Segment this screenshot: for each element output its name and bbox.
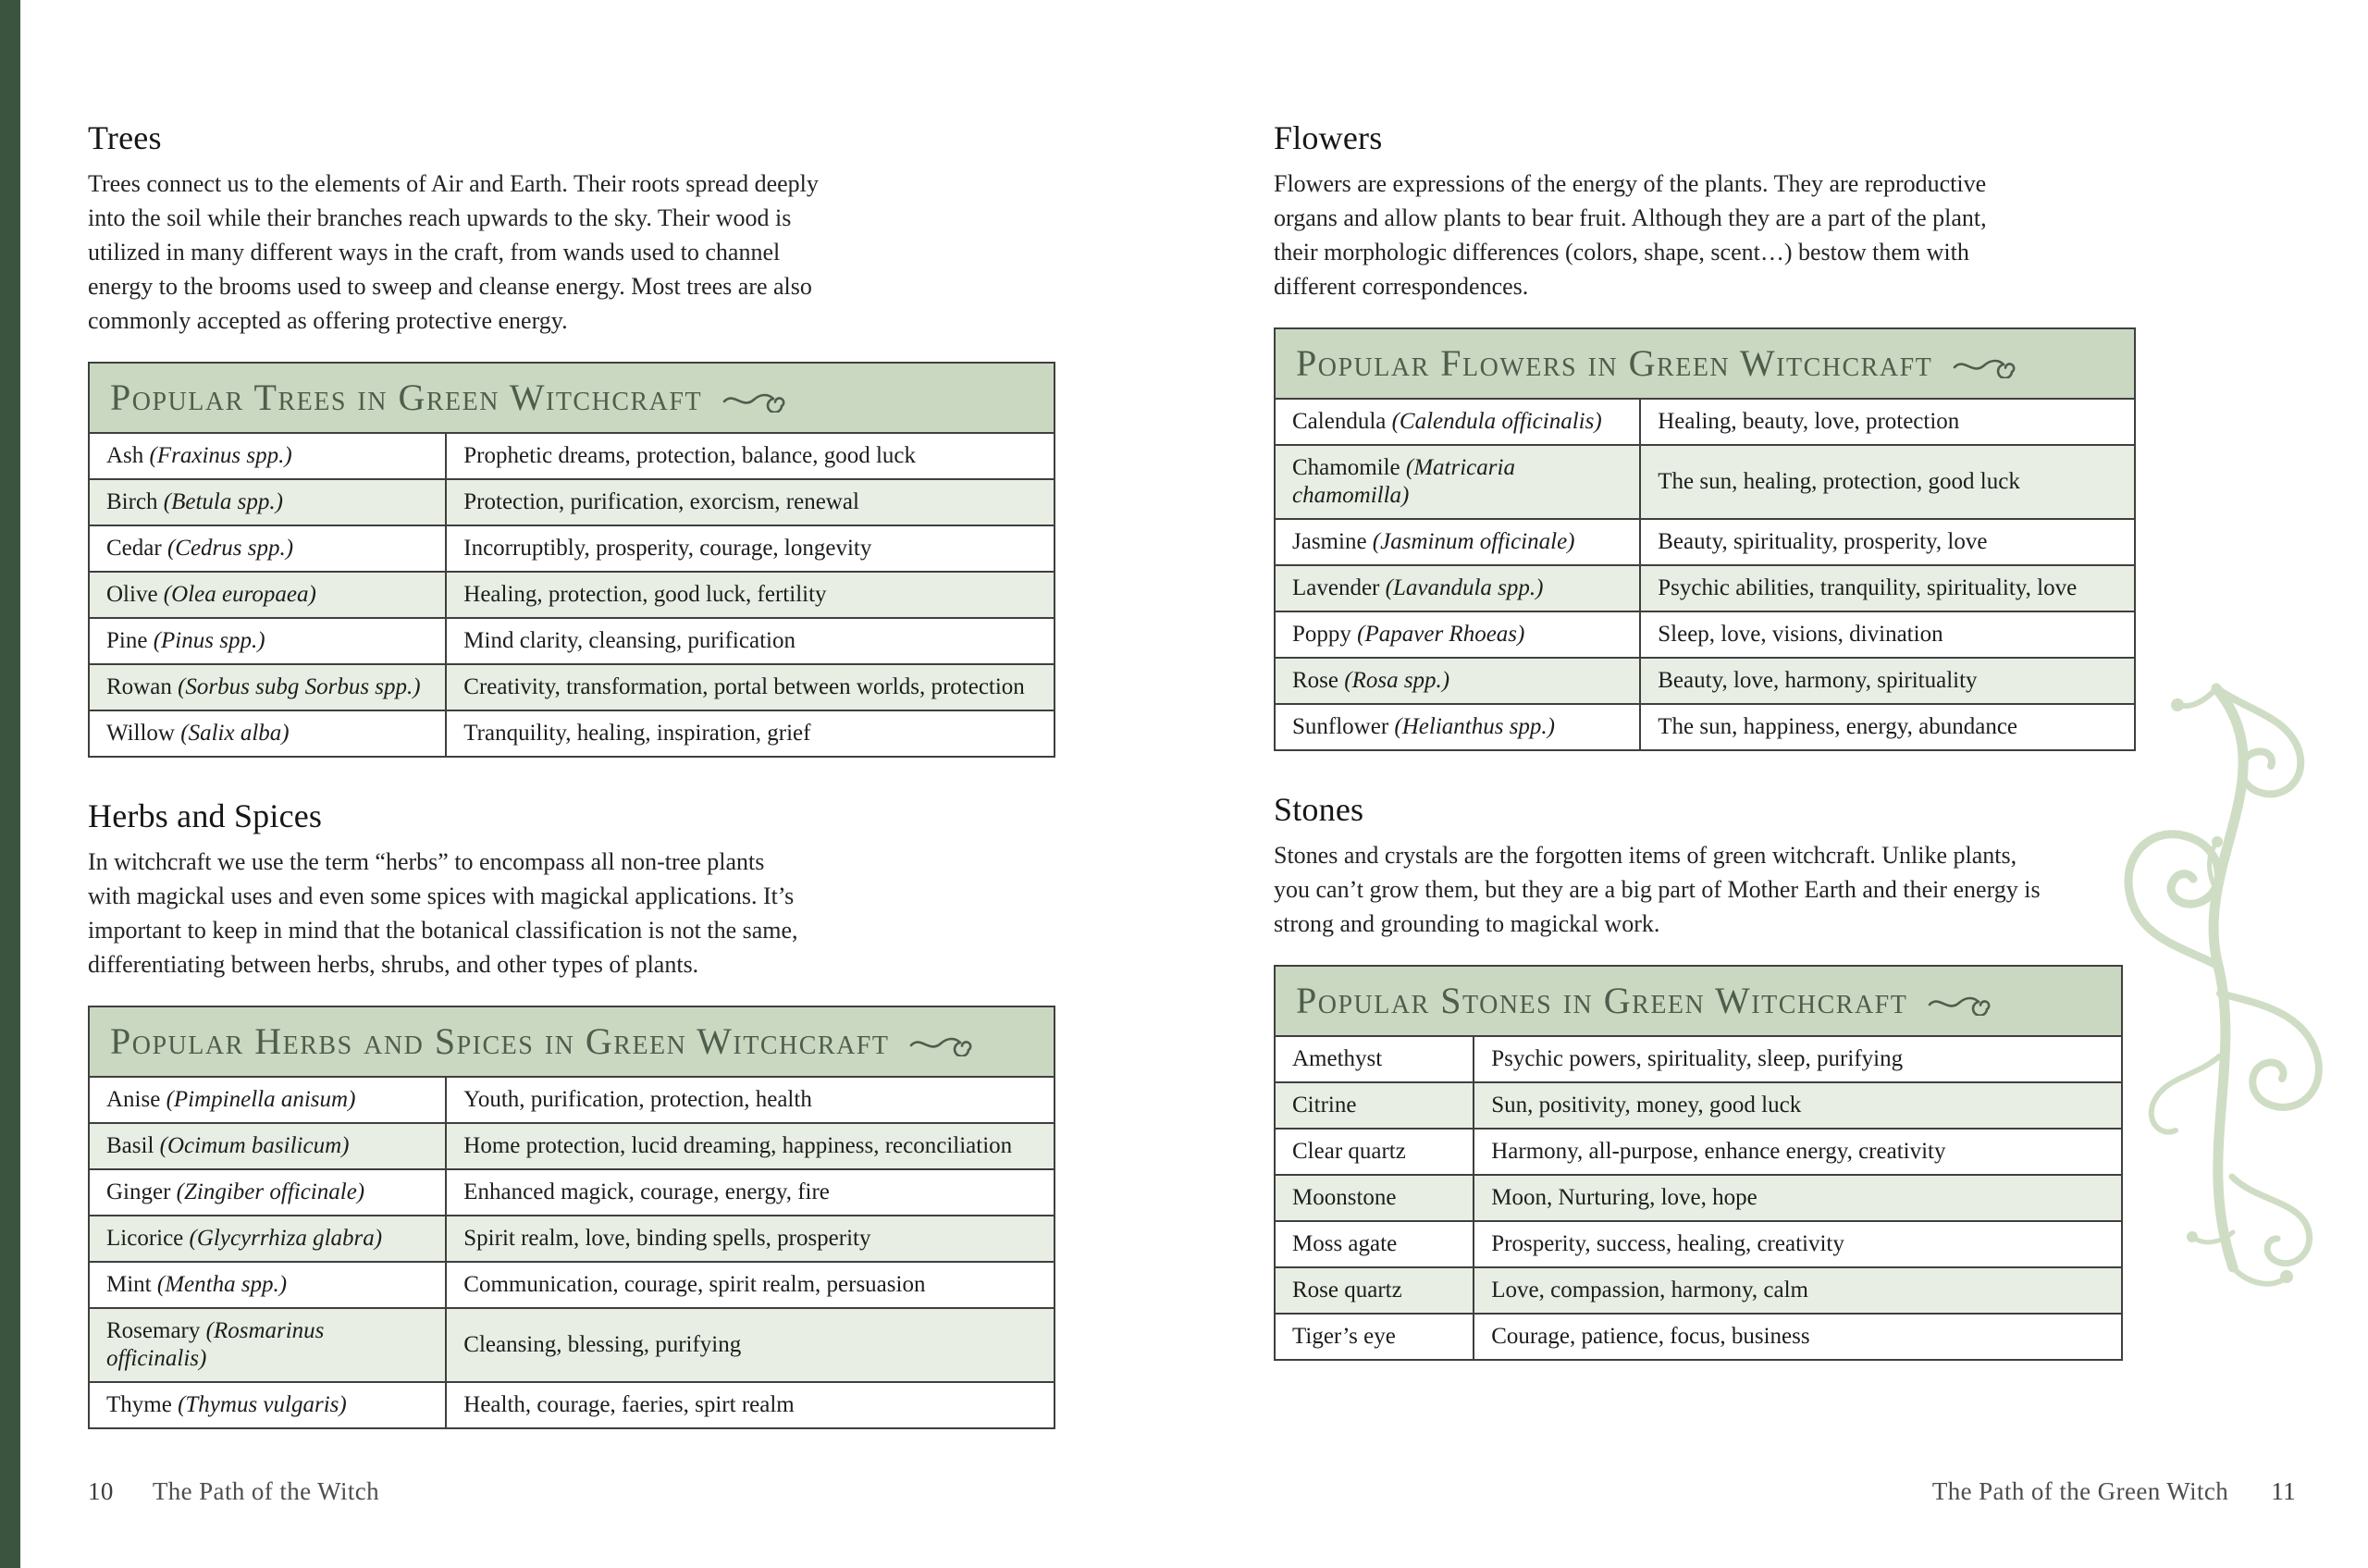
plant-name-cell: Ash (Fraxinus spp.) — [89, 433, 446, 479]
table-row — [1275, 611, 2135, 658]
properties-cell: Healing, beauty, love, protection — [1640, 399, 2135, 445]
table-row — [1275, 658, 2135, 704]
trees-table — [88, 362, 1055, 758]
plant-name-cell: Birch (Betula spp.) — [89, 479, 446, 525]
table-row — [1275, 1175, 2122, 1221]
table-row — [89, 710, 1054, 757]
properties-cell: Tranquility, healing, inspiration, grief — [446, 710, 1054, 757]
flourish-icon — [722, 389, 791, 413]
table-row — [1275, 1082, 2122, 1129]
plant-name-cell: Basil (Ocimum basilicum) — [89, 1123, 446, 1169]
table-row — [1275, 1036, 2122, 1082]
trees-table-title: Popular Trees in Green Witchcraft — [110, 377, 703, 418]
plant-name-cell: Cedar (Cedrus spp.) — [89, 525, 446, 572]
stone-name-cell: Moonstone — [1275, 1175, 1474, 1221]
flowers-table — [1274, 327, 2136, 751]
table-row — [89, 479, 1054, 525]
page-number: 10 — [88, 1477, 114, 1505]
plant-name-cell: Rose (Rosa spp.) — [1275, 658, 1640, 704]
plant-name-cell: Calendula (Calendula officinalis) — [1275, 399, 1640, 445]
table-row — [1275, 399, 2135, 445]
stones-paragraph: Stones and crystals are the forgotten items of green witchcraft. Unlike plants, you can’t grow them, but they are a big part of Mother Earth and their energy is strong and grounding to magickal work. — [1274, 842, 2041, 937]
table-row — [1275, 1267, 2122, 1314]
plant-name-cell: Jasmine (Jasminum officinale) — [1275, 519, 1640, 565]
herbs-paragraph: In witchcraft we use the term “herbs” to encompass all non-tree plants with magickal uses and even some spices with magickal applications. It’s important to keep in mind that the botanical classification is not the same, differentiating between herbs, shrubs, and other types of plants. — [88, 848, 798, 978]
properties-cell: Prosperity, success, healing, creativity — [1474, 1221, 2122, 1267]
properties-cell: Spirit realm, love, binding spells, prosperity — [446, 1216, 1054, 1262]
table-row — [1275, 1129, 2122, 1175]
table-row — [89, 572, 1054, 618]
plant-name-cell: Mint (Mentha spp.) — [89, 1262, 446, 1308]
stones-table-title: Popular Stones in Green Witchcraft — [1296, 980, 1908, 1021]
stone-name-cell: Rose quartz — [1275, 1267, 1474, 1314]
herbs-heading: Herbs and Spices — [88, 797, 323, 834]
properties-cell: Youth, purification, protection, health — [446, 1077, 1054, 1123]
table-title-row — [1275, 328, 2135, 399]
plant-name-cell: Rosemary (Rosmarinus officinalis) — [89, 1308, 446, 1382]
plant-name-cell: Sunflower (Helianthus spp.) — [1275, 704, 1640, 750]
stones-heading: Stones — [1274, 791, 1364, 828]
properties-cell: Beauty, love, harmony, spirituality — [1640, 658, 2135, 704]
vine-scroll-ornament — [2107, 659, 2368, 1306]
plant-name-cell: Licorice (Glycyrrhiza glabra) — [89, 1216, 446, 1262]
trees-heading: Trees — [88, 119, 162, 156]
plant-name-cell: Lavender (Lavandula spp.) — [1275, 565, 1640, 611]
table-row — [89, 1216, 1054, 1262]
herbs-table — [88, 1006, 1055, 1429]
properties-cell: Psychic abilities, tranquility, spirituality, love — [1640, 565, 2135, 611]
table-row — [1275, 519, 2135, 565]
properties-cell: The sun, healing, protection, good luck — [1640, 445, 2135, 519]
properties-cell: Home protection, lucid dreaming, happiness, reconciliation — [446, 1123, 1054, 1169]
table-row — [1275, 1314, 2122, 1360]
properties-cell: Health, courage, faeries, spirt realm — [446, 1382, 1054, 1428]
right-page-footer — [1932, 1477, 2296, 1506]
plant-name-cell: Pine (Pinus spp.) — [89, 618, 446, 664]
properties-cell: Creativity, transformation, portal between worlds, protection — [446, 664, 1054, 710]
properties-cell: Moon, Nurturing, love, hope — [1474, 1175, 2122, 1221]
flourish-icon — [1928, 992, 1996, 1016]
stone-name-cell: Tiger’s eye — [1275, 1314, 1474, 1360]
plant-name-cell: Ginger (Zingiber officinale) — [89, 1169, 446, 1216]
table-row — [89, 664, 1054, 710]
flowers-heading: Flowers — [1274, 119, 1383, 156]
properties-cell: Sun, positivity, money, good luck — [1474, 1082, 2122, 1129]
table-row — [1275, 445, 2135, 519]
properties-cell: Prophetic dreams, protection, balance, good luck — [446, 433, 1054, 479]
stones-table — [1274, 965, 2123, 1361]
table-row — [89, 1262, 1054, 1308]
left-page — [88, 118, 1055, 1468]
properties-cell: Incorruptibly, prosperity, courage, longevity — [446, 525, 1054, 572]
properties-cell: Psychic powers, spirituality, sleep, purifying — [1474, 1036, 2122, 1082]
running-title: The Path of the Green Witch — [1931, 1477, 2229, 1505]
table-row — [1275, 1221, 2122, 1267]
trees-paragraph: Trees connect us to the elements of Air and Earth. Their roots spread deeply into the soil while their branches reach upwards to the sky. Their wood is utilized in many different ways in the craft, from wands used to channel energy to the brooms used to sweep and cleanse energy. Most trees are also commonly accepted as offering protective energy. — [88, 170, 819, 334]
right-page — [1274, 118, 2136, 1400]
plant-name-cell: Chamomile (Matricaria chamomilla) — [1275, 445, 1640, 519]
flowers-paragraph: Flowers are expressions of the energy of the plants. They are reproductive organs and allow plants to bear fruit. Although they are a part of the plant, their morphologic differences (colors, shape, scent…) bestow them with different correspondences. — [1274, 170, 1987, 300]
properties-cell: Beauty, spirituality, prosperity, love — [1640, 519, 2135, 565]
table-row — [89, 1169, 1054, 1216]
flowers-table-title: Popular Flowers in Green Witchcraft — [1296, 342, 1933, 384]
properties-cell: Sleep, love, visions, divination — [1640, 611, 2135, 658]
table-row — [89, 525, 1054, 572]
table-row — [1275, 704, 2135, 750]
properties-cell: Communication, courage, spirit realm, persuasion — [446, 1262, 1054, 1308]
properties-cell: Protection, purification, exorcism, renewal — [446, 479, 1054, 525]
stone-name-cell: Clear quartz — [1275, 1129, 1474, 1175]
table-title-row — [89, 1006, 1054, 1077]
book-edge-strip — [0, 0, 20, 1568]
plant-name-cell: Anise (Pimpinella anisum) — [89, 1077, 446, 1123]
plant-name-cell: Thyme (Thymus vulgaris) — [89, 1382, 446, 1428]
stone-name-cell: Moss agate — [1275, 1221, 1474, 1267]
page-number: 11 — [2271, 1477, 2296, 1505]
table-row — [1275, 565, 2135, 611]
properties-cell: Enhanced magick, courage, energy, fire — [446, 1169, 1054, 1216]
table-row — [89, 1077, 1054, 1123]
plant-name-cell: Olive (Olea europaea) — [89, 572, 446, 618]
stone-name-cell: Amethyst — [1275, 1036, 1474, 1082]
table-row — [89, 1123, 1054, 1169]
plant-name-cell: Willow (Salix alba) — [89, 710, 446, 757]
flourish-icon — [909, 1032, 978, 1056]
table-row — [89, 1382, 1054, 1428]
properties-cell: Courage, patience, focus, business — [1474, 1314, 2122, 1360]
plant-name-cell: Rowan (Sorbus subg Sorbus spp.) — [89, 664, 446, 710]
properties-cell: Cleansing, blessing, purifying — [446, 1308, 1054, 1382]
properties-cell: Harmony, all-purpose, enhance energy, creativity — [1474, 1129, 2122, 1175]
left-page-footer — [88, 1477, 379, 1506]
running-title: The Path of the Witch — [152, 1477, 380, 1505]
flourish-icon — [1953, 354, 2021, 378]
table-title-row — [89, 363, 1054, 433]
table-row — [89, 433, 1054, 479]
herbs-table-title: Popular Herbs and Spices in Green Witchcraft — [110, 1020, 890, 1062]
properties-cell: Love, compassion, harmony, calm — [1474, 1267, 2122, 1314]
properties-cell: The sun, happiness, energy, abundance — [1640, 704, 2135, 750]
properties-cell: Mind clarity, cleansing, purification — [446, 618, 1054, 664]
table-row — [89, 618, 1054, 664]
plant-name-cell: Poppy (Papaver Rhoeas) — [1275, 611, 1640, 658]
stone-name-cell: Citrine — [1275, 1082, 1474, 1129]
properties-cell: Healing, protection, good luck, fertility — [446, 572, 1054, 618]
table-row — [89, 1308, 1054, 1382]
table-title-row — [1275, 966, 2122, 1036]
